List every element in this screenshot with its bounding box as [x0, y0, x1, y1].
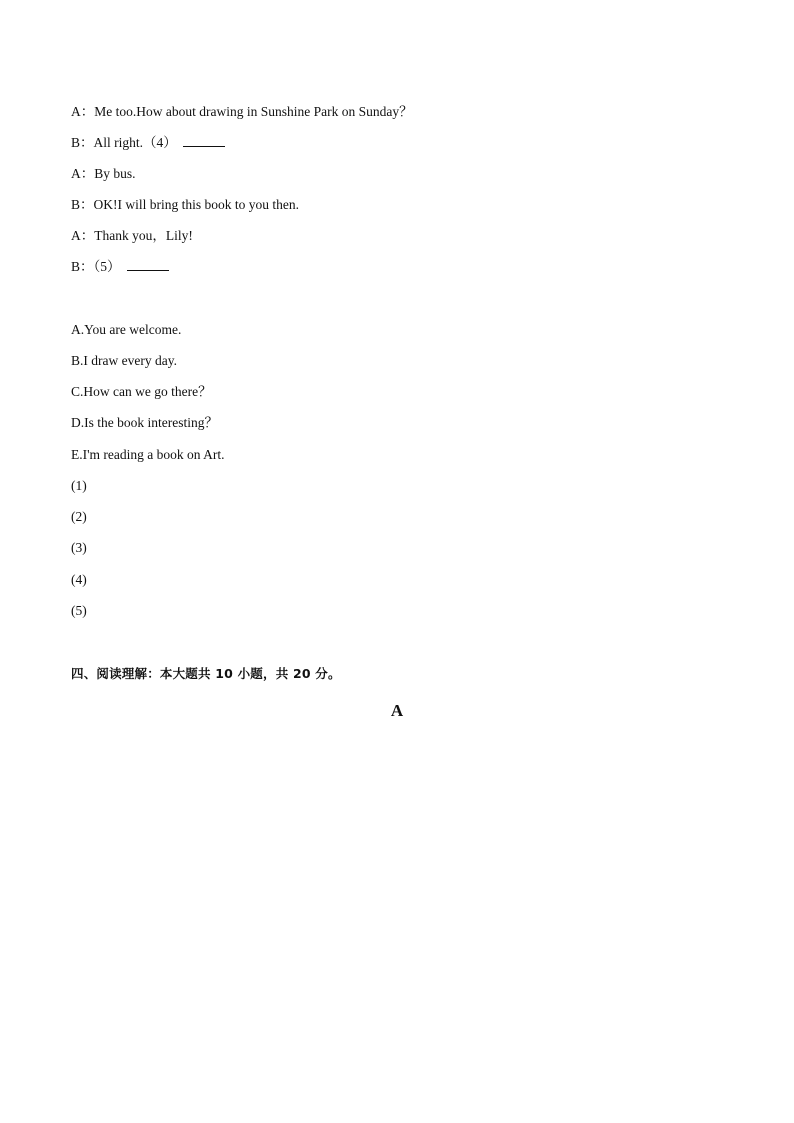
option-d: D.Is the book interesting？ — [71, 415, 218, 430]
answer-number-2: (2) — [71, 509, 87, 524]
answer-blank-4[interactable] — [183, 134, 225, 147]
dialogue-line-2 — [71, 134, 225, 152]
dialogue-line-1 — [71, 103, 413, 121]
dialogue-text: （5） — [93, 259, 121, 274]
speaker-label: A — [71, 228, 81, 243]
speaker-label: B — [71, 197, 81, 212]
option-e: E.I'm reading a book on Art. — [71, 447, 225, 462]
speaker-separator: ： — [80, 166, 95, 181]
section-heading: 四、阅读理解：本大题共 10 小题，共 20 分。 — [71, 666, 341, 681]
dialogue-line-5 — [71, 227, 193, 245]
option-b: B.I draw every day. — [71, 353, 177, 368]
answer-number-3: (3) — [71, 540, 87, 555]
speaker-separator: ： — [80, 135, 94, 150]
answer-number-5: (5) — [71, 603, 87, 618]
dialogue-text: OK!I will bring this book to you then. — [93, 197, 300, 212]
dialogue-text: Thank you，Lily! — [94, 228, 193, 243]
dialogue-text: By bus. — [94, 166, 136, 181]
answer-blank-5[interactable] — [127, 258, 169, 271]
speaker-label: A — [71, 166, 81, 181]
dialogue-line-6 — [71, 258, 169, 276]
speaker-separator: ： — [80, 197, 94, 212]
speaker-separator: ： — [80, 259, 94, 274]
speaker-separator: ： — [80, 228, 95, 243]
passage-title: A — [390, 701, 404, 720]
dialogue-text: All right.（4） — [93, 135, 177, 150]
option-a: A.You are welcome. — [71, 322, 182, 337]
dialogue-line-3 — [71, 165, 136, 183]
speaker-separator: ： — [80, 104, 95, 119]
speaker-label: B — [71, 259, 81, 274]
answer-number-1: (1) — [71, 478, 87, 493]
dialogue-line-4 — [71, 196, 299, 214]
answer-number-4: (4) — [71, 572, 87, 587]
dialogue-text: Me too.How about drawing in Sunshine Park on Sunday？ — [94, 104, 413, 119]
speaker-label: A — [71, 104, 81, 119]
speaker-label: B — [71, 135, 81, 150]
option-c: C.How can we go there？ — [71, 384, 212, 399]
